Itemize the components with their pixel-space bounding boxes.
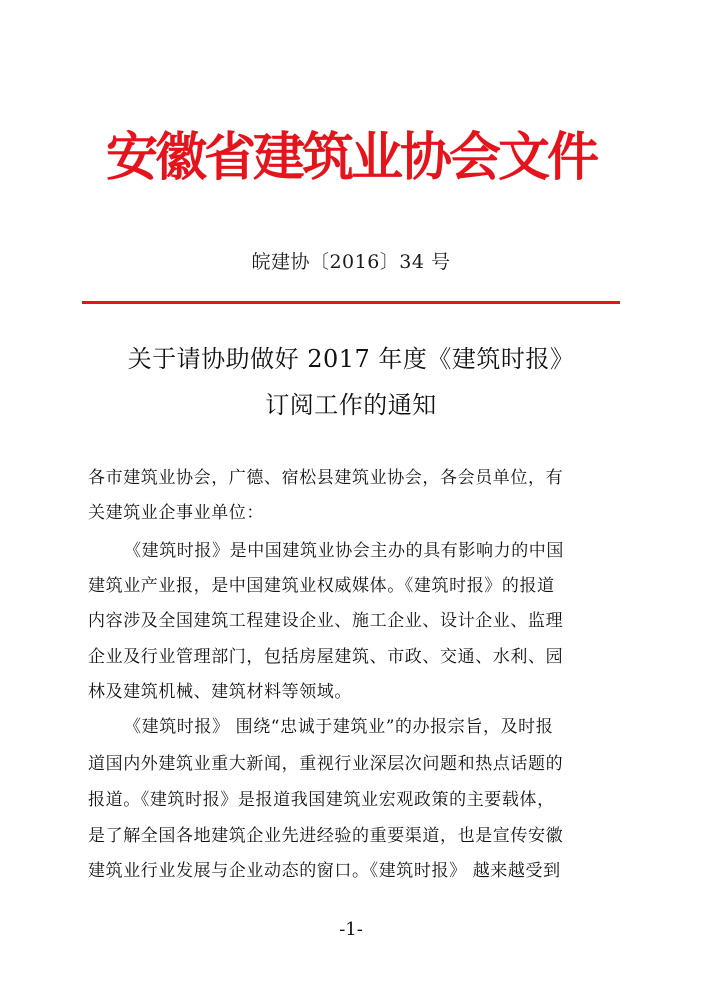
salutation-line-2: 关建筑业企事业单位： [88, 503, 264, 523]
paragraph-2-line-4: 是了解全国各地建筑企业先进经验的重要渠道，也是宣传安徽 [88, 826, 564, 846]
notice-title-line-1: 关于请协助做好 2017 年度《建筑时报》 [127, 345, 575, 373]
org-document-header: 安徽省建筑业协会文件 [105, 127, 596, 188]
paragraph-1-line-5: 林及建筑机械、建筑材料等领域。 [88, 682, 352, 702]
paragraph-2-line-5: 建筑业行业发展与企业动态的窗口。《建筑时报》 越来越受到 [88, 861, 561, 881]
notice-title-line-2: 订阅工作的通知 [265, 391, 437, 419]
paragraph-1-line-1: 《建筑时报》是中国建筑业协会主办的具有影响力的中国 [124, 541, 564, 561]
paragraph-2-line-1: 《建筑时报》 围绕“忠诚于建筑业”的办报宗旨，及时报 [124, 717, 554, 737]
paragraph-2-line-3: 报道。《建筑时报》是报道我国建筑业宏观政策的主要载体， [88, 790, 555, 810]
salutation-line-1: 各市建筑业协会，广德、宿松县建筑业协会，各会员单位，有 [88, 468, 564, 488]
document-number: 皖建协〔2016〕34 号 [251, 251, 451, 273]
paragraph-1-line-3: 内容涉及全国建筑工程建设企业、施工企业、设计企业、监理 [88, 611, 564, 631]
paragraph-1-line-4: 企业及行业管理部门，包括房屋建筑、市政、交通、水利、园 [88, 647, 564, 667]
header-divider [82, 301, 620, 304]
page-number: -1- [339, 919, 363, 940]
paragraph-1-line-2: 建筑业产业报，是中国建筑业权威媒体。《建筑时报》的报道 [88, 576, 555, 596]
paragraph-2-line-2: 道国内外建筑业重大新闻，重视行业深层次问题和热点话题的 [88, 754, 564, 774]
